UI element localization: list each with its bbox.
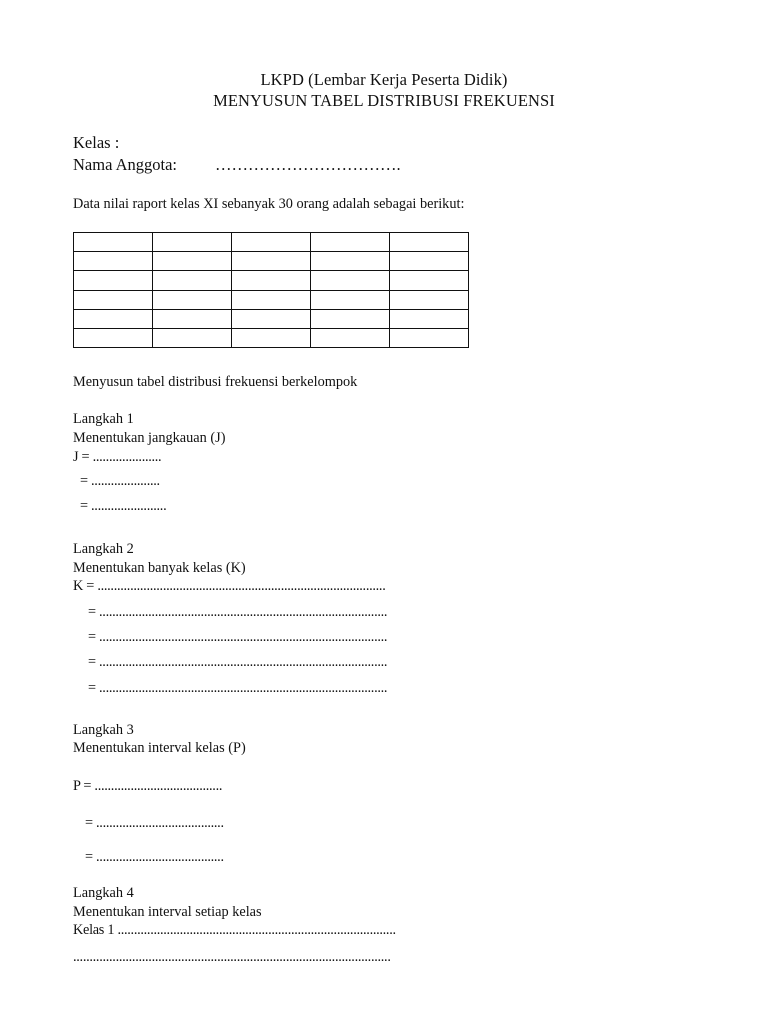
table-row [74, 290, 469, 309]
step2-heading: Langkah 2 [73, 541, 134, 557]
step4-line: Kelas 1 ..................................................................................... [73, 922, 396, 938]
step3-line: P = ....................................... [73, 778, 223, 794]
table-cell [232, 290, 311, 309]
table-cell [74, 233, 153, 252]
table-cell [311, 328, 390, 347]
step4-line: ................................................................................................. [73, 949, 391, 965]
step3-description: Menentukan interval kelas (P) [73, 740, 246, 756]
data-intro-text: Data nilai raport kelas XI sebanyak 30 orang adalah sebagai berikut: [73, 196, 465, 212]
step2-description: Menentukan banyak kelas (K) [73, 560, 246, 576]
table-cell [153, 233, 232, 252]
table-cell [311, 233, 390, 252]
kelas-label: Kelas : [73, 133, 120, 152]
table-cell [74, 252, 153, 271]
step4-description: Menentukan interval setiap kelas [73, 904, 262, 920]
table-cell [390, 252, 469, 271]
table-cell [390, 328, 469, 347]
table-cell [153, 309, 232, 328]
step2-line: = ........................................................................................ [88, 654, 388, 670]
document-subtitle: MENYUSUN TABEL DISTRIBUSI FREKUENSI [213, 91, 555, 110]
table-cell [153, 328, 232, 347]
table-cell [74, 290, 153, 309]
table-cell [390, 309, 469, 328]
table-cell [311, 252, 390, 271]
table-cell [390, 290, 469, 309]
table-row [74, 233, 469, 252]
step2-line: = ........................................................................................ [88, 629, 388, 645]
step2-line: = ........................................................................................ [88, 604, 388, 620]
table-cell [74, 328, 153, 347]
nama-anggota-blank: ……………………………. [215, 155, 401, 174]
table-cell [232, 328, 311, 347]
section-title: Menyusun tabel distribusi frekuensi berkelompok [73, 374, 358, 390]
step2-line: K = ........................................................................................ [73, 578, 386, 594]
nama-anggota-label: Nama Anggota: [73, 155, 178, 174]
document-title: LKPD (Lembar Kerja Peserta Didik) [260, 70, 508, 89]
table-cell [311, 271, 390, 290]
table-cell [232, 252, 311, 271]
table-cell [232, 233, 311, 252]
table-row [74, 252, 469, 271]
step1-line: J = ..................... [73, 449, 162, 465]
step3-heading: Langkah 3 [73, 722, 134, 738]
table-cell [311, 290, 390, 309]
table-row [74, 271, 469, 290]
step4-heading: Langkah 4 [73, 885, 134, 901]
table-cell [153, 290, 232, 309]
step1-heading: Langkah 1 [73, 411, 134, 427]
table-cell [390, 233, 469, 252]
table-row [74, 309, 469, 328]
table-row [74, 328, 469, 347]
table-cell [74, 271, 153, 290]
table-cell [390, 271, 469, 290]
step3-line: = ....................................... [85, 849, 224, 865]
step1-description: Menentukan jangkauan (J) [73, 430, 226, 446]
table-cell [232, 309, 311, 328]
table-cell [74, 309, 153, 328]
step1-line: = ..................... [80, 473, 160, 489]
step1-line: = ....................... [80, 498, 167, 514]
table-cell [311, 309, 390, 328]
table-cell [153, 252, 232, 271]
data-table [73, 232, 469, 348]
table-cell [232, 271, 311, 290]
step2-line: = ........................................................................................ [88, 680, 388, 696]
table-cell [153, 271, 232, 290]
step3-line: = ....................................... [85, 815, 224, 831]
